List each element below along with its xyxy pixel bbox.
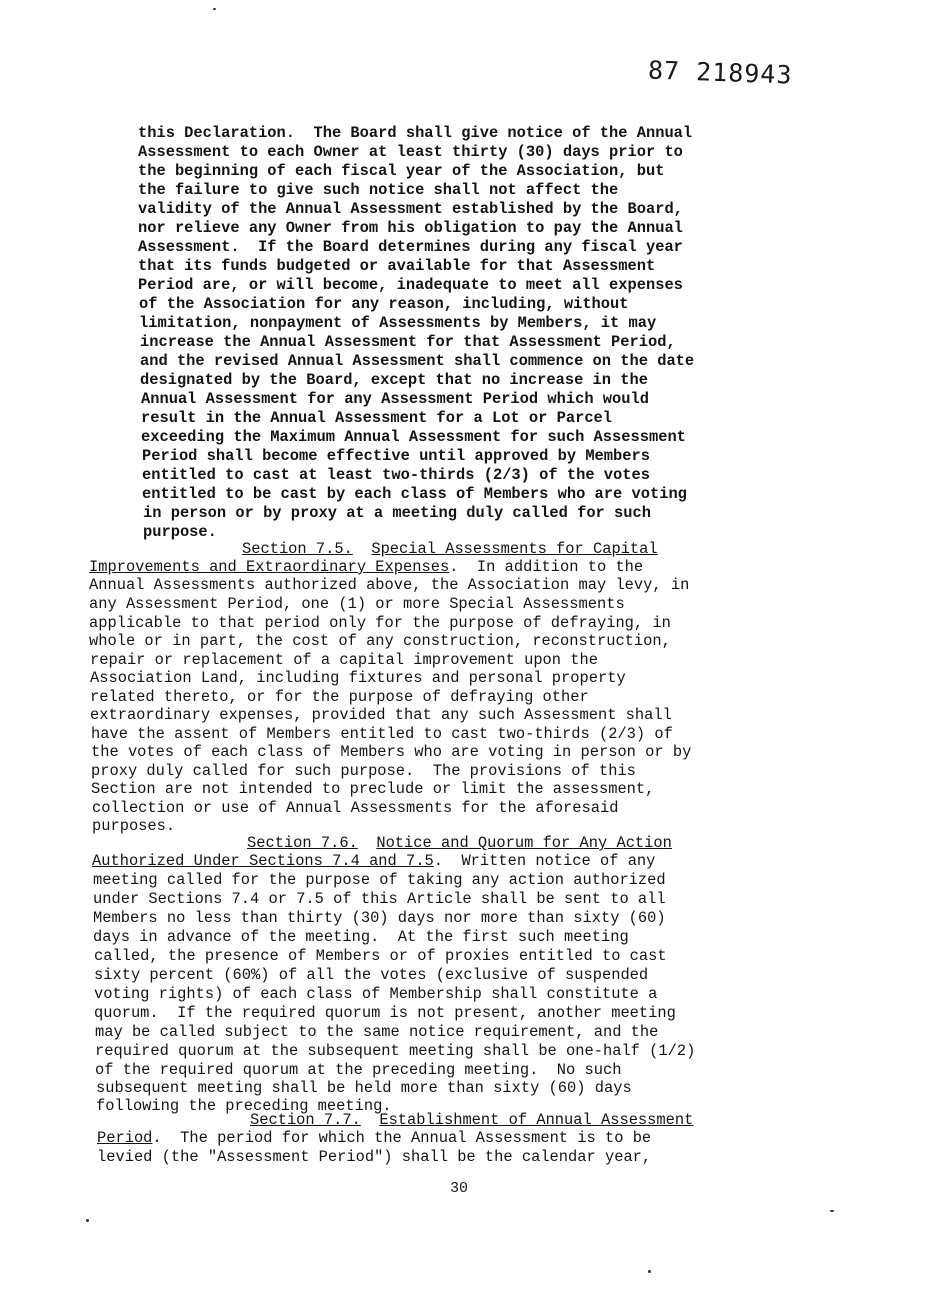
text-line: Period are, or will become, inadequate to meet all expenses [138, 276, 683, 294]
text-line: Annual Assessment for any Assessment Period which would [141, 390, 649, 408]
section-title: Special Assessments for Capital [371, 540, 658, 558]
text-line: that its funds budgeted or available for that Assessment [138, 257, 656, 275]
text-fragment: . The period for which the Annual Assessment is to be [152, 1129, 652, 1147]
text-line: repair or replacement of a capital improvement upon the [90, 651, 598, 669]
scan-speck [213, 8, 216, 10]
text-line: subsequent meeting shall be held more than sixty (60) days [96, 1079, 632, 1097]
paragraph-1 [0, 72, 928, 541]
text-line: purposes. [92, 817, 176, 835]
text-line: related thereto, or for the purpose of defraying other [90, 688, 589, 706]
text-line: the votes of each class of Members who are voting in person or by [91, 743, 692, 761]
text-line: purpose. [143, 523, 217, 541]
text-line: entitled to cast at least two-thirds (2/3) of the votes [142, 466, 650, 484]
section-number: Section 7.7. [250, 1111, 361, 1129]
section-heading-line [250, 1111, 693, 1129]
text-line: Assessment. If the Board determines during any fiscal year [138, 238, 683, 256]
text-line: nor relieve any Owner from his obligation to pay the Annual [138, 219, 683, 237]
text-line: entitled to be cast by each class of Members who are voting [142, 485, 687, 503]
text-line: Period shall become effective until approved by Members [142, 447, 650, 465]
text-line: quorum. If the required quorum is not present, another meeting [94, 1004, 676, 1022]
text-line: and the revised Annual Assessment shall commence on the date [140, 352, 695, 370]
text-line: Assessment to each Owner at least thirty (30) days prior to [138, 143, 683, 161]
text-line [97, 1129, 651, 1147]
scan-speck [648, 1270, 651, 1273]
scan-speck [86, 1219, 89, 1222]
section-number: Section 7.6. [247, 834, 358, 852]
text-line: of the required quorum at the preceding meeting. No such [95, 1061, 622, 1079]
section-title: Establishment of Annual Assessment [379, 1111, 694, 1129]
text-line: days in advance of the meeting. At the first such meeting [93, 928, 629, 946]
section-title: Authorized Under Sections 7.4 and 7.5 [92, 852, 434, 870]
text-line: Association Land, including fixtures and personal property [90, 669, 626, 687]
text-line: under Sections 7.4 or 7.5 of this Article shall be sent to all [93, 890, 666, 908]
text-line: result in the Annual Assessment for a Lot or Parcel [141, 409, 613, 427]
text-line: required quorum at the subsequent meeting shall be one-half (1/2) [95, 1042, 696, 1060]
text-line: levied (the "Assessment Period") shall be the calendar year, [97, 1148, 652, 1166]
text-line: any Assessment Period, one (1) or more Special Assessments [89, 595, 625, 613]
text-line: increase the Annual Assessment for that Assessment Period, [140, 333, 676, 351]
text-line: limitation, nonpayment of Assessments by Members, it may [139, 314, 657, 332]
text-line: this Declaration. The Board shall give notice of the Annual [138, 124, 693, 142]
section-heading-line [242, 540, 658, 558]
text-line: of the Association for any reason, including, without [139, 295, 629, 313]
text-line: collection or use of Annual Assessments for the aforesaid [92, 799, 619, 817]
text-line: voting rights) of each class of Membership shall constitute a [94, 985, 658, 1003]
document-number: 87 218943 [647, 55, 793, 90]
text-line: in person or by proxy at a meeting duly called for such [143, 504, 651, 522]
text-line: validity of the Annual Assessment established by the Board, [138, 200, 683, 218]
text-line: applicable to that period only for the purpose of defraying, in [89, 614, 671, 632]
text-line: called, the presence of Members or of proxies entitled to cast [94, 947, 667, 965]
text-line: extraordinary expenses, provided that any such Assessment shall [90, 706, 672, 724]
text-line: Section are not intended to preclude or limit the assessment, [91, 780, 655, 798]
page-number: 30 [450, 1180, 469, 1197]
text-line: Members no less than thirty (30) days nor more than sixty (60) [93, 909, 666, 927]
text-line: the beginning of each fiscal year of the Association, but [138, 162, 665, 180]
section-number: Section 7.5. [242, 540, 353, 558]
text-line: may be called subject to the same notice requirement, and the [95, 1023, 659, 1041]
text-line: sixty percent (60%) of all the votes (exclusive of suspended [94, 966, 649, 984]
text-line: proxy duly called for such purpose. The provisions of this [91, 762, 636, 780]
scan-speck [830, 1210, 834, 1212]
text-line: the failure to give such notice shall not affect the [138, 181, 619, 199]
section-title: Notice and Quorum for Any Action [376, 834, 672, 852]
text-line [89, 558, 643, 576]
text-line: following the preceding meeting. [96, 1097, 392, 1115]
section-title: Period [97, 1129, 153, 1147]
section-title: Improvements and Extraordinary Expenses [89, 558, 450, 576]
text-line: designated by the Board, except that no increase in the [140, 371, 648, 389]
text-line [92, 852, 655, 870]
section-heading-line [247, 834, 672, 852]
text-fragment: . In addition to the [449, 558, 644, 576]
text-line: exceeding the Maximum Annual Assessment for such Assessment [141, 428, 686, 446]
text-line: whole or in part, the cost of any construction, reconstruction, [89, 632, 671, 650]
text-fragment: . Written notice of any [433, 852, 656, 870]
text-line: meeting called for the purpose of taking any action authorized [93, 871, 666, 889]
text-line: have the assent of Members entitled to cast two-thirds (2/3) of [91, 725, 673, 743]
text-line: Annual Assessments authorized above, the Association may levy, in [89, 576, 690, 594]
